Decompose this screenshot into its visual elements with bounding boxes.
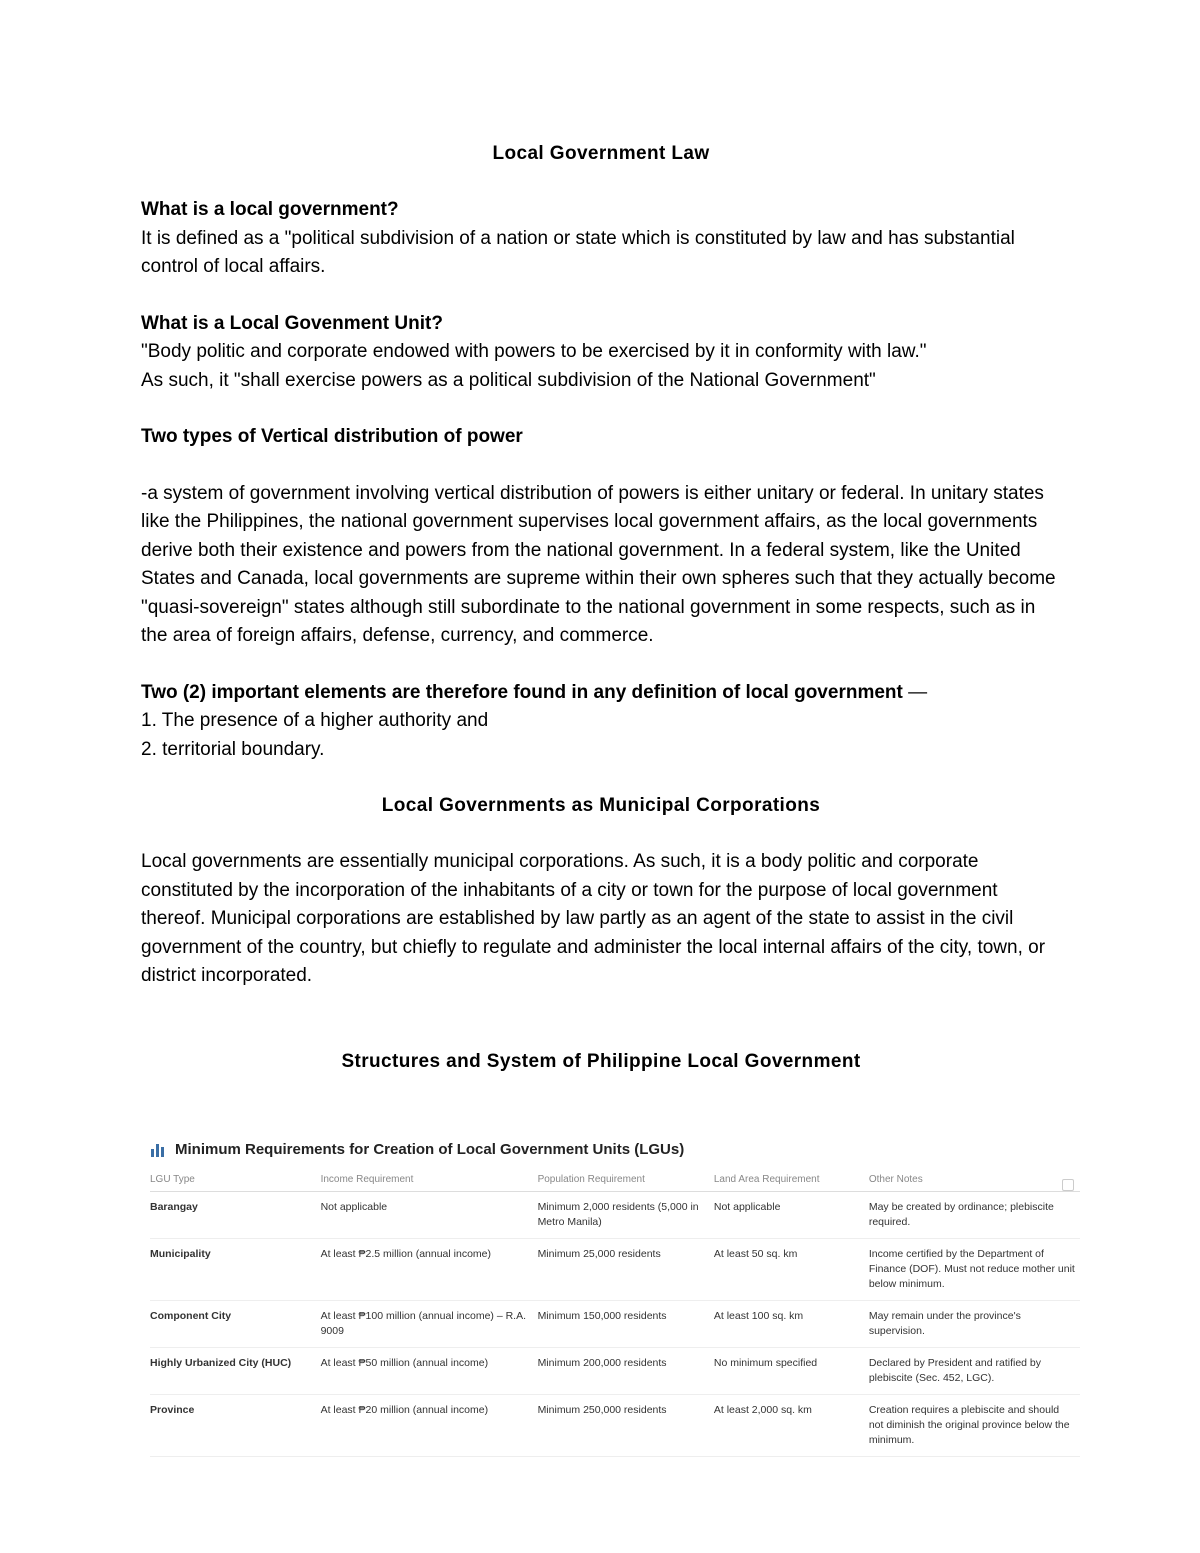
answer-vertical-distribution: -a system of government involving vertical distribution of powers is either unitary or federal. In unitary states like the Philippines, the national government supervises local government affairs, as the local governments derive both their existence and powers from the national government. In a federal system, like the United States and Canada, local governments are supreme within their own spheres such that they actually become "quasi-sovereign" states although still subordinate to the national government in some respects, such as in the area of foreign affairs, defense, currency, and commerce. [141, 482, 1056, 646]
header-land-area: Land Area Requirement [714, 1172, 869, 1192]
cell-notes: Declared by President and ratified by plebiscite (Sec. 452, LGC). [869, 1348, 1080, 1395]
cell-income: At least ₱2.5 million (annual income) [321, 1239, 538, 1301]
cell-lgu-type: Barangay [150, 1192, 321, 1239]
answer-local-government: It is defined as a "political subdivision of a nation or state which is constituted by law and has substantial control of local affairs. [141, 227, 1015, 277]
cell-income: At least ₱50 million (annual income) [321, 1348, 538, 1395]
cell-land-area: At least 2,000 sq. km [714, 1395, 869, 1457]
cell-population: Minimum 200,000 residents [538, 1348, 714, 1395]
cell-population: Minimum 250,000 residents [538, 1395, 714, 1457]
table-row [150, 1348, 1080, 1395]
table-title-text: Minimum Requirements for Creation of Local Government Units (LGUs) [175, 1141, 685, 1158]
cell-notes: Income certified by the Department of Finance (DOF). Must not reduce mother unit below minimum. [869, 1239, 1080, 1301]
section-body-municipal-corporations: Local governments are essentially municipal corporations. As such, it is a body politic and corporate constituted by the incorporation of the inhabitants of a city or town for the purpose of local government thereof. Municipal corporations are established by law partly as an agent of the state to assist in the civil government of the country, but chiefly to regulate and administer the local internal affairs of the city, town, or district incorporated. [141, 851, 1046, 986]
cell-notes: Creation requires a plebiscite and should not diminish the original province below the minimum. [869, 1395, 1080, 1457]
cell-lgu-type: Province [150, 1395, 321, 1457]
header-population: Population Requirement [538, 1172, 714, 1192]
cell-notes: May remain under the province's supervision. [869, 1301, 1080, 1348]
cell-lgu-type: Component City [150, 1301, 321, 1348]
cell-population: Minimum 2,000 residents (5,000 in Metro Manila) [538, 1192, 714, 1239]
table-title [150, 1141, 1080, 1158]
element-item-1: 1. The presence of a higher authority and [141, 710, 489, 731]
table-row [150, 1239, 1080, 1301]
document-title: Local Government Law [492, 143, 710, 164]
cell-lgu-type: Highly Urbanized City (HUC) [150, 1348, 321, 1395]
bar-chart-icon [150, 1142, 167, 1157]
cell-land-area: Not applicable [714, 1192, 869, 1239]
cell-population: Minimum 150,000 residents [538, 1301, 714, 1348]
table-row [150, 1301, 1080, 1348]
question-two-elements-bold: Two (2) important elements are therefore found in any definition of local government [141, 681, 903, 703]
question-two-elements [141, 679, 1061, 708]
element-item-2: 2. territorial boundary. [141, 738, 325, 760]
cell-land-area: At least 100 sq. km [714, 1301, 869, 1348]
header-lgu-type: LGU Type [150, 1172, 321, 1192]
question-local-government: What is a local government? [141, 199, 399, 220]
cell-notes: May be created by ordinance; plebiscite required. [869, 1192, 1080, 1239]
lgu-requirements-table [150, 1172, 1080, 1457]
copy-icon[interactable] [1062, 1179, 1074, 1191]
cell-lgu-type: Municipality [150, 1239, 321, 1301]
table-row [150, 1395, 1080, 1457]
cell-income: At least ₱20 million (annual income) [321, 1395, 538, 1457]
answer-lgu-line2: As such, it "shall exercise powers as a political subdivision of the National Government" [141, 369, 876, 391]
question-two-elements-dash: — [902, 681, 928, 703]
table-header-row [150, 1172, 1080, 1192]
document-page [141, 140, 1061, 1076]
table-row [150, 1192, 1080, 1239]
section-title-structures: Structures and System of Philippine Local Government [341, 1050, 861, 1072]
lgu-requirements-figure [150, 1141, 1080, 1457]
section-title-municipal-corporations: Local Governments as Municipal Corporations [381, 795, 821, 816]
cell-population: Minimum 25,000 residents [538, 1239, 714, 1301]
cell-income: At least ₱100 million (annual income) – R.A. 9009 [321, 1301, 538, 1348]
question-lgu: What is a Local Govenment Unit? [141, 312, 443, 334]
header-other-notes: Other Notes [869, 1172, 1080, 1192]
question-vertical-distribution: Two types of Vertical distribution of power [141, 426, 523, 447]
cell-land-area: No minimum specified [714, 1348, 869, 1395]
cell-income: Not applicable [321, 1192, 538, 1239]
answer-lgu-line1: "Body politic and corporate endowed with powers to be exercised by it in conformity with law." [141, 341, 927, 362]
header-income: Income Requirement [321, 1172, 538, 1192]
cell-land-area: At least 50 sq. km [714, 1239, 869, 1301]
